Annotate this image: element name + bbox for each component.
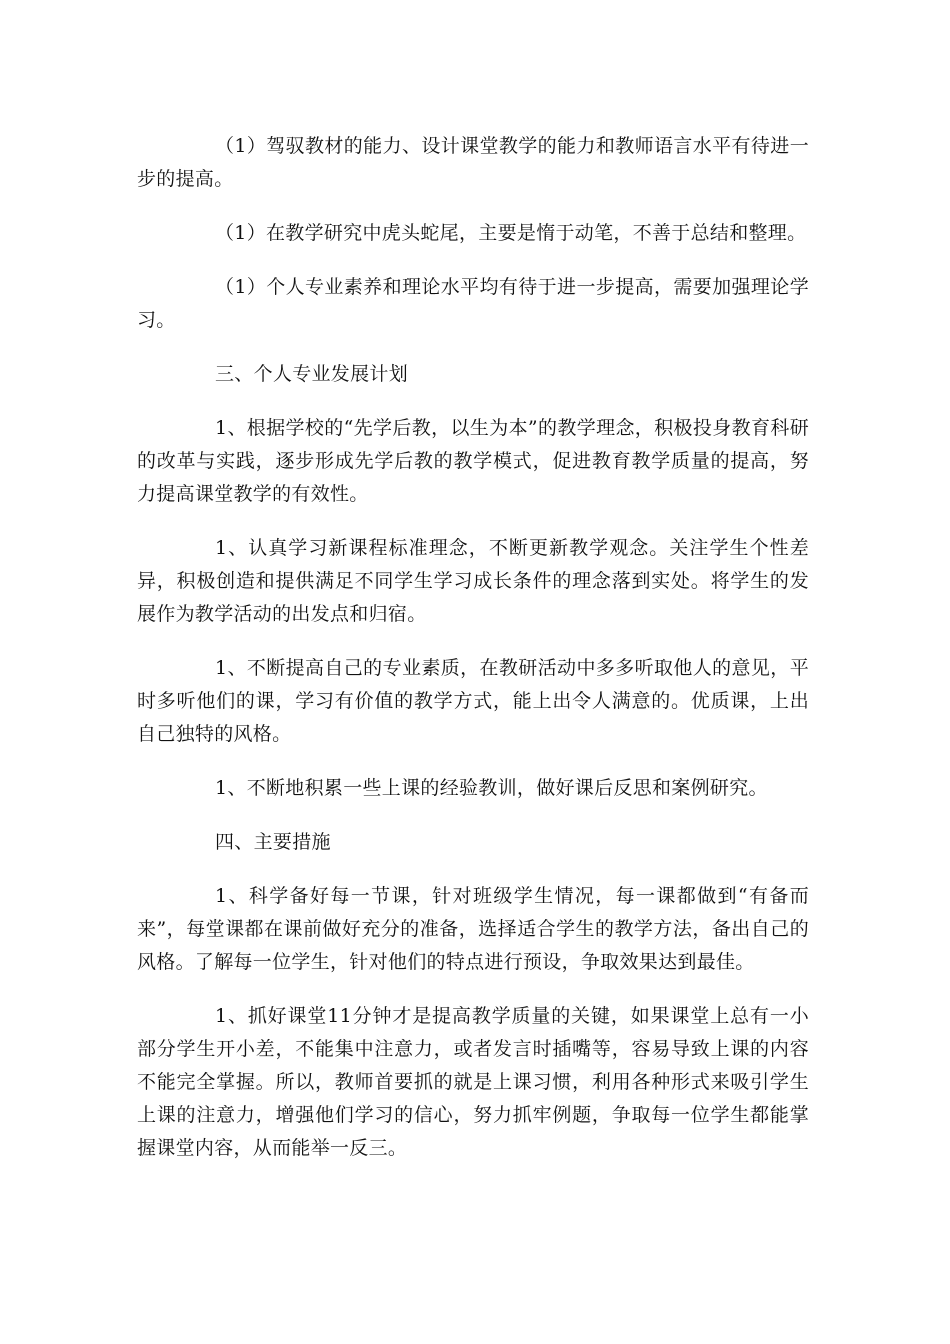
paragraph-2: （1）在教学研究中虎头蛇尾，主要是惰于动笔，不善于总结和整理。 [215, 222, 807, 244]
section-heading-plan: 三、个人专业发展计划 [215, 363, 409, 385]
paragraph-8: 1、科学备好每一节课，针对班级学生情况，每一课都做到“有备而来”，每堂课都在课前做好充分的准备，选择适合学生的教学方法，备出自己的风格。了解每一位学生，针对他们的特点进行预设，争取效果达到最佳。 [137, 885, 809, 973]
section-heading-measures: 四、主要措施 [215, 831, 331, 853]
document-body [137, 130, 809, 1186]
paragraph-3: （1）个人专业素养和理论水平均有待于进一步提高，需要加强理论学习。 [137, 276, 809, 331]
paragraph-7: 1、不断地积累一些上课的经验教训，做好课后反思和案例研究。 [215, 777, 768, 799]
paragraph-6: 1、不断提高自己的专业素质，在教研活动中多多听取他人的意见，平时多听他们的课，学习有价值的教学方式，能上出令人满意的。优质课，上出自己独特的风格。 [137, 657, 809, 745]
paragraph-9: 1、抓好课堂11分钟才是提高教学质量的关键，如果课堂上总有一小部分学生开小差，不能集中注意力，或者发言时插嘴等，容易导致上课的内容不能完全掌握。所以，教师首要抓的就是上课习惯，利用各种形式来吸引学生上课的注意力，增强他们学习的信心，努力抓牢例题，争取每一位学生都能掌握课堂内容，从而能举一反三。 [137, 1005, 809, 1159]
paragraph-4: 1、根据学校的“先学后教，以生为本”的教学理念，积极投身教育科研的改革与实践，逐步形成先学后教的教学模式，促进教育教学质量的提高，努力提高课堂教学的有效性。 [137, 417, 809, 505]
paragraph-5: 1、认真学习新课程标准理念，不断更新教学观念。关注学生个性差异，积极创造和提供满足不同学生学习成长条件的理念落到实处。将学生的发展作为教学活动的出发点和归宿。 [137, 537, 809, 625]
paragraph-1: （1）驾驭教材的能力、设计课堂教学的能力和教师语言水平有待进一步的提高。 [137, 135, 809, 190]
